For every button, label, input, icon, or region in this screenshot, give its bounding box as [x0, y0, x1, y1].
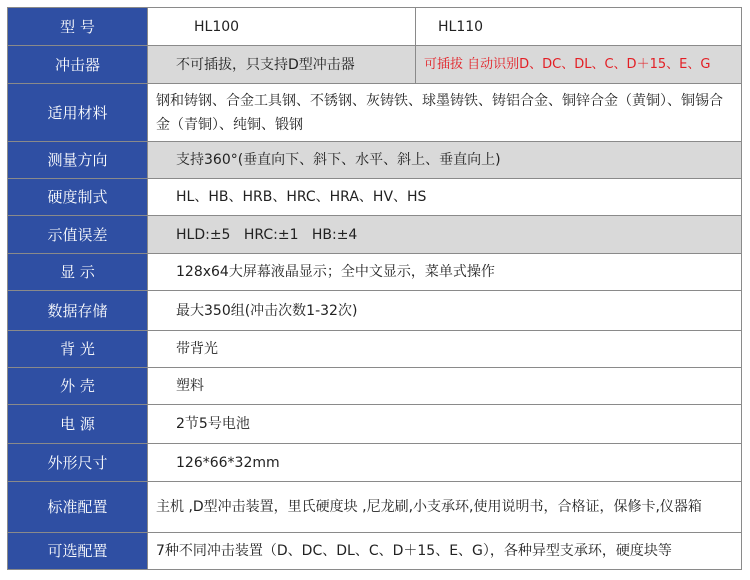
table-row [8, 46, 742, 84]
row-label-backlight: 背 光 [8, 330, 148, 367]
row-label-storage: 数据存储 [8, 291, 148, 330]
table-row [8, 254, 742, 291]
direction-value: 支持360°(垂直向下、斜下、水平、斜上、垂直向上) [148, 141, 742, 178]
table-row [8, 330, 742, 367]
table-row [8, 141, 742, 178]
row-label-optional-config: 可选配置 [8, 532, 148, 569]
row-label-accuracy: 示值误差 [8, 216, 148, 254]
table-row [8, 216, 742, 254]
backlight-value: 带背光 [148, 330, 742, 367]
table-row [8, 482, 742, 532]
table-row [8, 291, 742, 330]
row-label-power: 电 源 [8, 405, 148, 444]
dimensions-value: 126*66*32mm [148, 444, 742, 482]
storage-value: 最大350组(冲击次数1-32次) [148, 291, 742, 330]
table-row [8, 84, 742, 141]
display-value: 128x64大屏幕液晶显示；全中文显示，菜单式操作 [148, 254, 742, 291]
row-label-dimensions: 外形尺寸 [8, 444, 148, 482]
row-label-standard-config: 标准配置 [8, 482, 148, 532]
row-label-model: 型 号 [8, 8, 148, 46]
impact-device-hl110: 可插拔 自动识别D、DC、DL、C、D＋15、E、G [424, 57, 711, 73]
table-row [8, 444, 742, 482]
hardness-scales-value: HL、HB、HRB、HRC、HRA、HV、HS [148, 178, 742, 215]
accuracy-value: HLD:±5 HRC:±1 HB:±4 [148, 216, 742, 254]
table-row [8, 405, 742, 444]
spec-table [7, 7, 742, 570]
table-row [8, 367, 742, 404]
impact-device-hl110-cell [416, 46, 742, 84]
table-row [8, 532, 742, 569]
model-hl110: HL110 [416, 8, 742, 46]
row-label-direction: 测量方向 [8, 141, 148, 178]
power-value: 2节5号电池 [148, 405, 742, 444]
optional-config-value: 7种不同冲击装置（D、DC、DL、C、D＋15、E、G），各种异型支承环，硬度块等 [148, 532, 742, 569]
standard-config-value: 主机 ,D型冲击装置，里氏硬度块 ,尼龙刷,小支承环,使用说明书，合格证，保修卡,仪器箱 [148, 482, 742, 532]
materials-value: 钢和铸钢、合金工具钢、不锈钢、灰铸铁、球墨铸铁、铸铝合金、铜锌合金（黄铜）、铜锡合金（青铜）、纯铜、锻钢 [148, 84, 742, 141]
model-hl100: HL100 [148, 8, 416, 46]
table-row [8, 8, 742, 46]
table-row [8, 178, 742, 215]
row-label-display: 显 示 [8, 254, 148, 291]
housing-value: 塑料 [148, 367, 742, 404]
row-label-hardness-scales: 硬度制式 [8, 178, 148, 215]
impact-device-hl100: 不可插拔，只支持D型冲击器 [148, 46, 416, 84]
row-label-impact-device: 冲击器 [8, 46, 148, 84]
row-label-housing: 外 壳 [8, 367, 148, 404]
row-label-materials: 适用材料 [8, 84, 148, 141]
